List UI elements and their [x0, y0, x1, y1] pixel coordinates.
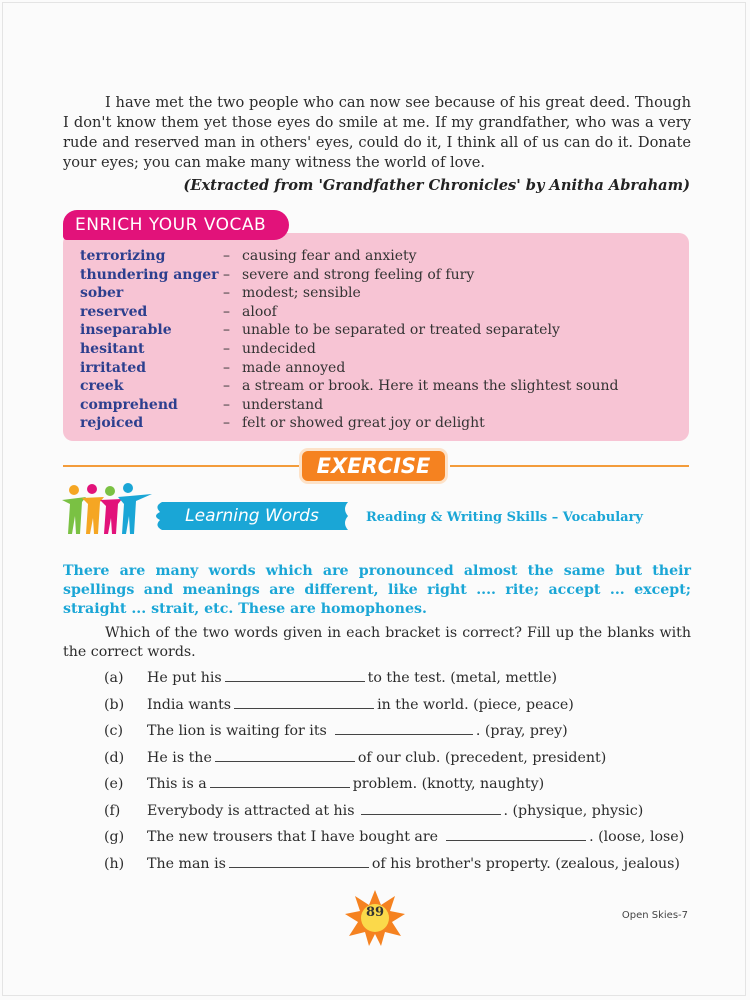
vocab-meaning: understand [242, 396, 324, 413]
vocab-dash: – [223, 396, 230, 413]
vocab-dash: – [223, 340, 230, 357]
vocab-word: hesitant [80, 340, 145, 357]
answer-blank[interactable] [361, 800, 501, 815]
answer-blank[interactable] [229, 853, 369, 868]
vocab-meaning: aloof [242, 303, 277, 320]
question-row [104, 826, 704, 853]
divider-right [450, 465, 689, 467]
question-after: . (loose, lose) [589, 829, 685, 845]
vocab-word: creek [80, 378, 124, 395]
vocab-meaning: causing fear and anxiety [242, 248, 417, 264]
vocab-dash: – [223, 303, 230, 320]
vocab-dash: – [223, 378, 230, 395]
passage-text: I have met the two people who can now see because of his great deed. Though I don't know them yet those eyes do smile at me. If my grandfather, who was a very rude and reserved man in others' eyes, could do it, I think all of us can do it. Donate your eyes; you can make many witness the world of love. [63, 94, 691, 171]
question-text [147, 720, 568, 742]
vocab-meaning: made annoyed [242, 359, 346, 376]
vocab-dash: – [223, 322, 230, 339]
question-row [104, 667, 704, 694]
vocab-row [80, 377, 680, 396]
vocab-meaning: unable to be separated or treated separately [242, 322, 560, 339]
question-row [104, 747, 704, 774]
vocab-row [80, 247, 680, 266]
answer-blank[interactable] [210, 773, 350, 788]
vocab-meaning: undecided [242, 340, 316, 357]
instruction-text: Which of the two words given in each bracket is correct? Fill up the blanks with the correct words. [63, 625, 691, 660]
question-row [104, 853, 704, 880]
vocab-row [80, 284, 680, 303]
question-row [104, 773, 704, 800]
question-label: (h) [104, 855, 125, 872]
divider-left [63, 465, 299, 467]
vocab-word: inseparable [80, 322, 172, 339]
question-label: (g) [104, 829, 125, 845]
question-before: Everybody is attracted at his [147, 802, 355, 819]
vocab-row [80, 359, 680, 378]
vocab-list [80, 247, 680, 433]
passage-citation: (Extracted from 'Grandfather Chronicles' by Anitha Abraham) [183, 177, 690, 194]
vocab-word: sober [80, 285, 124, 302]
question-row [104, 694, 704, 721]
question-text [147, 800, 643, 822]
question-label: (d) [104, 749, 125, 766]
question-before: The lion is waiting for its [147, 723, 327, 739]
vocab-row [80, 266, 680, 285]
vocab-dash: – [223, 285, 230, 302]
question-before: This is a [147, 776, 207, 792]
question-before: He put his [147, 670, 222, 686]
homophone-intro: There are many words which are pronounced almost the same but their spellings and meanings are different, like right .... rite; accept ... except; straight ... strait, etc. These are homophones. [63, 563, 691, 617]
question-after: in the world. (piece, peace) [377, 696, 574, 713]
question-before: He is the [147, 749, 212, 766]
vocab-meaning: felt or showed great joy or delight [242, 415, 485, 432]
vocab-title: ENRICH YOUR VOCAB [63, 210, 289, 240]
question-after: problem. (knotty, naughty) [352, 776, 545, 792]
exercise-heading: EXERCISE [302, 451, 445, 481]
question-label: (e) [104, 776, 124, 792]
vocab-row [80, 303, 680, 322]
skills-label: Reading & Writing Skills – Vocabulary [366, 510, 643, 525]
question-row [104, 720, 704, 747]
vocab-dash: – [223, 415, 230, 432]
vocab-dash: – [223, 359, 230, 376]
question-before: The new trousers that I have bought are [147, 829, 439, 845]
answer-blank[interactable] [335, 720, 473, 735]
question-text [147, 747, 606, 769]
instruction [63, 624, 691, 662]
vocab-row [80, 340, 680, 359]
question-text [147, 826, 684, 848]
question-after: of our club. (precedent, president) [357, 749, 607, 766]
question-after: . (pray, prey) [475, 723, 568, 739]
vocab-meaning: a stream or brook. Here it means the slightest sound [242, 378, 619, 395]
question-before: India wants [147, 696, 232, 713]
question-label: (b) [104, 696, 125, 713]
vocab-word: comprehend [80, 396, 178, 413]
vocab-row [80, 396, 680, 415]
question-text [147, 853, 680, 875]
page-number: 89 [365, 905, 385, 920]
learning-words-banner [152, 500, 352, 532]
vocab-word: terrorizing [80, 248, 166, 264]
question-after: to the test. (metal, mettle) [367, 670, 558, 686]
vocab-word: irritated [80, 359, 147, 376]
vocab-word: rejoiced [80, 415, 144, 432]
answer-blank[interactable] [215, 747, 355, 762]
vocab-dash: – [223, 248, 230, 264]
question-label: (c) [104, 723, 124, 739]
vocab-row [80, 321, 680, 340]
vocab-word: thundering anger [80, 266, 219, 283]
question-text [147, 773, 544, 795]
vocab-word: reserved [80, 303, 148, 320]
answer-blank[interactable] [234, 694, 374, 709]
question-label: (a) [104, 670, 124, 686]
question-before: The man is [147, 855, 226, 872]
book-name: Open Skies-7 [621, 910, 688, 921]
children-group-icon [60, 482, 154, 540]
question-label: (f) [104, 802, 121, 819]
question-text [147, 694, 574, 716]
question-list [104, 667, 704, 879]
question-after: . (physique, physic) [503, 802, 644, 819]
vocab-meaning: severe and strong feeling of fury [242, 266, 475, 283]
question-text [147, 667, 557, 689]
question-row [104, 800, 704, 827]
learning-words-title: Learning Words [185, 506, 319, 526]
question-after: of his brother's property. (zealous, jealous) [371, 855, 680, 872]
answer-blank[interactable] [446, 826, 586, 841]
vocab-meaning: modest; sensible [242, 285, 361, 302]
answer-blank[interactable] [225, 667, 365, 682]
story-passage [63, 93, 691, 173]
vocab-row [80, 414, 680, 433]
vocab-dash: – [223, 266, 230, 283]
